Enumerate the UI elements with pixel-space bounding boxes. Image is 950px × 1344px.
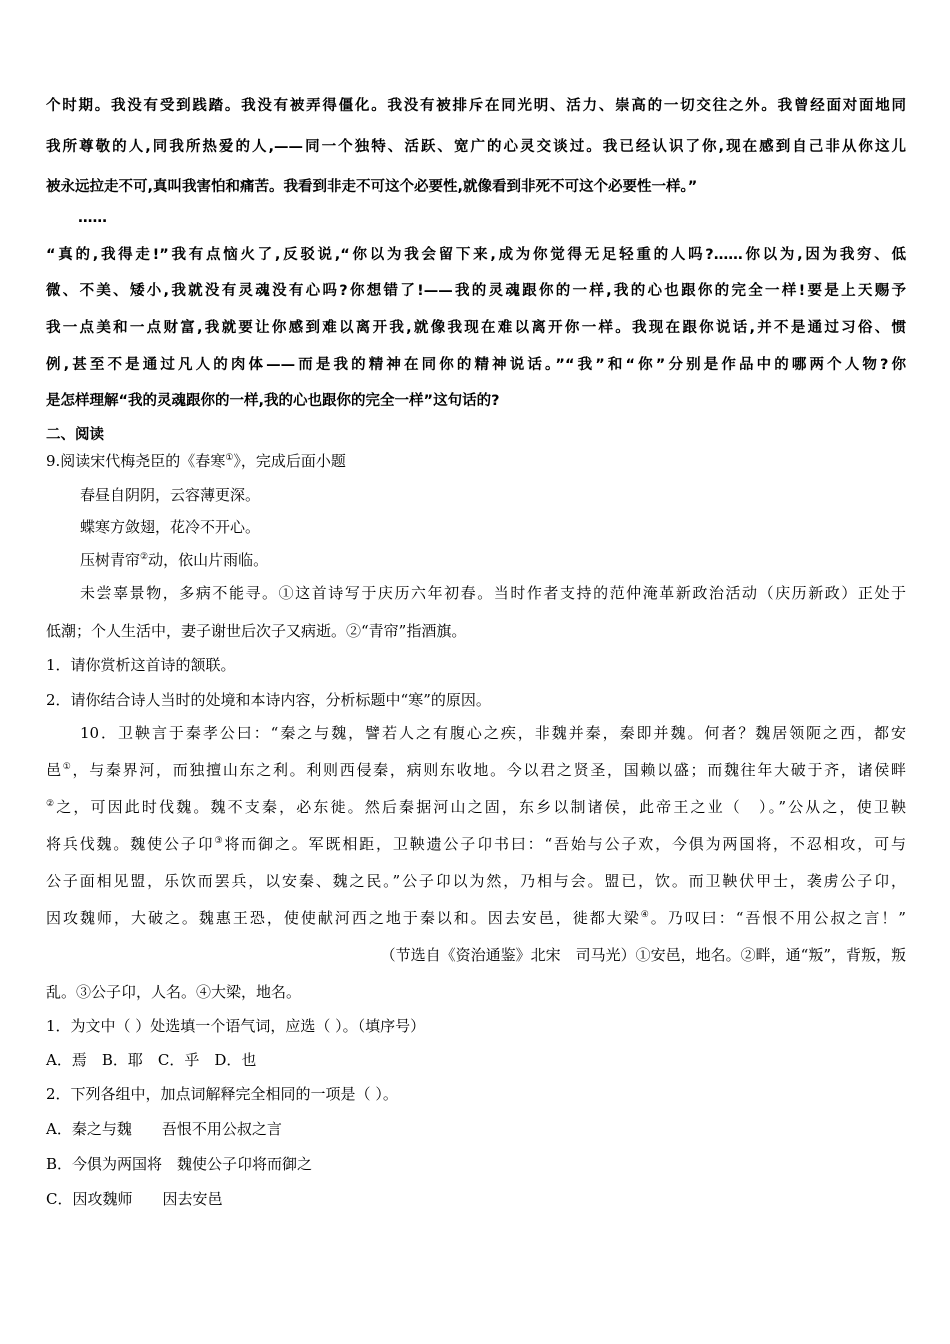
q10-line-5: 公子面相见盟，乐饮而罢兵，以安秦、魏之民。”公子卬以为然，乃相与会。盟已，饮。而卫鞅伏甲士，袭虏公子卬， — [46, 872, 906, 890]
q10-line-2 — [46, 760, 906, 780]
poem-line-3 — [80, 550, 268, 570]
q9-intro-b: 》，完成后面小题 — [233, 452, 346, 470]
poem-line-3b: 动，依山片雨临。 — [148, 551, 269, 569]
q9-sub2: 2．请你结合诗人当时的处境和本诗内容，分析标题中“寒”的原因。 — [46, 691, 491, 709]
q10-line-4-sup: ③ — [214, 836, 225, 846]
excerpt-line-1: 个时期。我没有受到践踏。我没有被弄得僵化。我没有被排斥在同光明、活力、崇高的一切交往之外。我曾经面对面地同 — [46, 98, 906, 114]
excerpt-line-7: 例,甚至不是通过凡人的肉体——而是我的精神在同你的精神说话。”“我”和“你”分别是作品中的哪两个人物?你 — [46, 357, 906, 373]
q9-sub1: 1．请你赏析这首诗的颔联。 — [46, 656, 236, 674]
poem-line-4-notes: 未尝辜景物，多病不能寻。①这首诗写于庆历六年初春。当时作者支持的范仲淹革新政治活动（庆历新政）正处于 — [80, 584, 906, 602]
excerpt-line-2: 我所尊敬的人,同我所热爱的人,——同一个独特、活跃、宽广的心灵交谈过。我已经认识了你,现在感到自己非从你这儿 — [46, 139, 906, 155]
q9-intro — [46, 451, 346, 471]
q10-line-4 — [46, 834, 906, 854]
poem-line-3a: 压树青帘 — [80, 551, 141, 569]
q9-intro-sup: ① — [225, 453, 234, 463]
q10-option-b: B．今俱为两国将 魏使公子卬将而御之 — [46, 1155, 313, 1173]
q10-option-c: C．因攻魏师 因去安邑 — [46, 1190, 223, 1208]
q10-line-2b: ，与秦界河，而独擅山东之利。利则西侵秦，病则东收地。今以君之贤圣，国赖以盛；而魏往年大破于齐，诸侯畔 — [72, 761, 906, 779]
q10-line-3-sup: ② — [46, 799, 57, 809]
q10-sub1-options: A．焉 B．耶 C．乎 D．也 — [46, 1051, 257, 1069]
excerpt-ellipsis: …… — [78, 210, 107, 226]
poem-line-3-sup: ② — [140, 552, 149, 562]
q10-sub2: 2．下列各组中，加点词解释完全相同的一项是（ ）。 — [46, 1085, 398, 1103]
q10-line-2a: 邑 — [46, 761, 63, 779]
q10-notes-cont: 乱。③公子卬，人名。④大梁，地名。 — [46, 983, 302, 1001]
section-heading: 二、阅读 — [46, 427, 104, 443]
excerpt-line-3: 被永远拉走不可,真叫我害怕和痛苦。我看到非走不可这个必要性,就像看到非死不可这个必要性一样。” — [46, 179, 698, 195]
q10-option-a: A．秦之与魏 吾恨不用公叔之言 — [46, 1120, 282, 1138]
q9-intro-a: 9.阅读宋代梅尧臣的《春寒 — [46, 452, 226, 470]
q9-note-cont: 低潮；个人生活中，妻子谢世后次子又病逝。②“青帘”指酒旗。 — [46, 622, 467, 640]
q10-line-6-sup: ④ — [640, 910, 651, 920]
q10-line-2-sup: ① — [62, 762, 73, 772]
q10-line-4a: 将兵伐魏。魏使公子卬 — [46, 835, 215, 853]
q10-line-3b: 之，可因此时伐魏。魏不支秦，必东徙。然后秦据河山之固，东乡以制诸侯，此帝王之业（ ）。”公从之，使卫鞅 — [56, 798, 906, 816]
poem-line-2: 蝶寒方敛翅，花冷不开心。 — [80, 518, 261, 536]
excerpt-line-5: 微、不美、矮小,我就没有灵魂没有心吗?你想错了!——我的灵魂跟你的一样,我的心也跟你的完全一样!要是上天赐予 — [46, 283, 906, 299]
excerpt-line-6: 我一点美和一点财富,我就要让你感到难以离开我,就像我现在难以离开你一样。我现在跟你说话,并不是通过习俗、惯 — [46, 320, 906, 336]
excerpt-question: 是怎样理解“我的灵魂跟你的一样,我的心也跟你的完全一样”这句话的? — [46, 393, 500, 409]
q10-sub1: 1．为文中（ ）处选填一个语气词，应选（ ）。（填序号） — [46, 1017, 426, 1035]
q10-line-6 — [46, 908, 906, 928]
q10-line-6b: 。乃叹曰：“吾恨不用公叔之言！” — [650, 909, 906, 927]
poem-line-1: 春昼自阴阴，云容薄更深。 — [80, 486, 261, 504]
q10-line-4b: 将而御之。军既相距，卫鞅遗公子卬书曰：“吾始与公子欢，今俱为两国将，不忍相攻，可与 — [224, 835, 906, 853]
q10-line-3 — [46, 797, 906, 817]
excerpt-line-4: “真的,我得走!”我有点恼火了,反驳说,“你以为我会留下来,成为你觉得无足轻重的人吗?……你以为,因为我穷、低 — [46, 247, 906, 263]
q10-line-1: 10．卫鞅言于秦孝公曰：“秦之与魏，譬若人之有腹心之疾，非魏并秦，秦即并魏。何者？魏居领阨之西，都安 — [80, 724, 906, 742]
q10-source-notes: （节选自《资治通鉴》北宋 司马光）①安邑，地名。②畔，通“叛”，背叛，叛 — [380, 946, 906, 964]
q10-line-6a: 因攻魏师，大破之。魏惠王恐，使使献河西之地于秦以和。因去安邑，徙都大梁 — [46, 909, 641, 927]
